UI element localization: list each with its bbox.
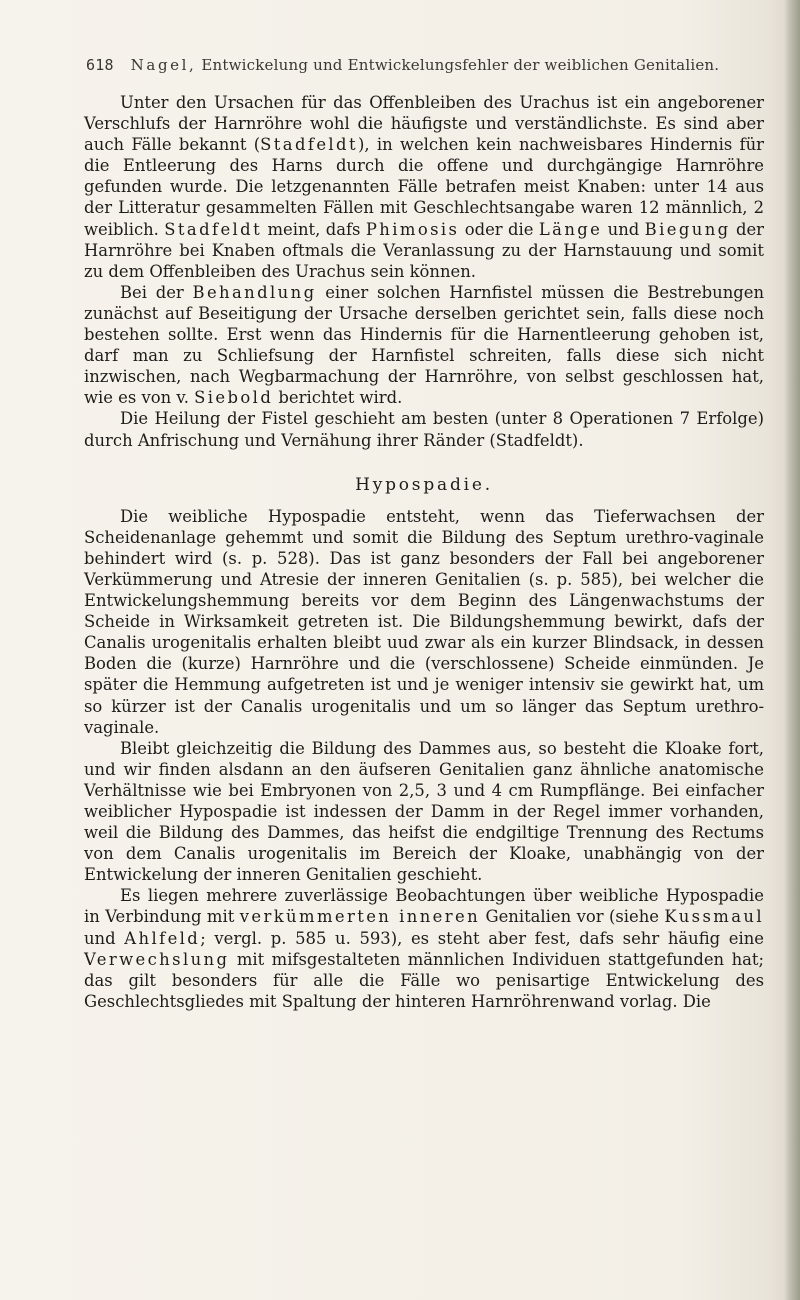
paragraph-observations: Es liegen mehrere zuverlässige Beobachtungen über weibliche Hypospadie in Verbindung mit verkümmerten inneren Genitalien vor (siehe Kussmaul und Ahlfeld; vergl. p. 585 u. 593), es steht aber fest, dafs sehr häufig eine Verwechslung mit mifsgestalteten männlichen Individuen stattgefunden hat; das gilt besonders für alle die Fälle wo penisartige Entwickelung des Geschlechtsgliedes mit Spaltung der hinteren Harnröhrenwand vorlag. Die <box>84 886 764 1011</box>
page-edge-shadow <box>784 0 800 1300</box>
emph-biegung: Biegung <box>644 219 731 239</box>
emph-ahlfeld: Ahlfeld <box>124 928 201 948</box>
emph-phimosis: Phimosis <box>365 219 460 239</box>
paragraph-cloaca: Bleibt gleichzeitig die Bildung des Dammes aus, so besteht die Kloake fort, und wir finden alsdann an den äufseren Genitalien ganz ähnliche anatomische Verhältnisse wie bei Embryonen von 2,5, 3 und 4 cm Rumpflänge. Bei einfacher weiblicher Hypospadie ist indessen der Damm in der Regel immer vorhanden, weil die Bildung des Dammes, das heifst die endgiltige Trennung des Rectums von dem Canalis urogenitalis im Bereich der Kloake, unabhängig von der Entwickelung der inneren Genitalien geschieht. <box>84 738 764 885</box>
emph-kussmaul: Kussmaul <box>664 907 764 927</box>
emph-stadfeldt-2: Stadfeldt <box>164 219 263 239</box>
emph-laenge: Länge <box>538 219 603 239</box>
emph-siebold: Siebold <box>194 388 274 408</box>
paragraph-hypospadia-definition: Die weibliche Hypospadie entsteht, wenn das Tieferwachsen der Scheidenanlage gehemmt und somit die Bildung des Septum urethro-vaginale behindert wird (s. p. 528). Das ist ganz besonders der Fall bei angeborener Verkümmerung und Atresie der inneren Genitalien (s. p. 585), bei welcher die Entwickelungshemmung bereits vor dem Beginn des Längenwachstums der Scheide in Wirksamkeit getreten ist. Die Bildungshemmung bewirkt, dafs der Canalis urogenitalis erhalten bleibt uud zwar als ein kurzer Blindsack, in dessen Boden die (kurze) Harnröhre und die (verschlossene) Scheide einmünden. Je später die Hemmung aufgetreten ist und je weniger intensiv sie gewirkt hat, um so kürzer ist der Canalis urogenitalis und um so länger das Septum urethro-vaginale. <box>84 506 764 737</box>
paragraph-treatment: Bei der Behandlung einer solchen Harnfistel müssen die Bestrebungen zunächst auf Beseitigung der Ursache derselben gerichtet sein, falls diese noch bestehen sollte. Erst wenn das Hindernis für die Harnentleerung gehoben ist, darf man zu Schliefsung der Harnfistel schreiten, falls diese sich nicht inzwischen, nach Wegbarmachung der Harnröhre, von selbst geschlossen hat, wie es von v. Siebold berichtet wird. <box>84 282 765 408</box>
emph-verkuemmerten: verkümmerten inneren <box>239 907 481 927</box>
paragraph-healing: Die Heilung der Fistel geschieht am besten (unter 8 Operationen 7 Erfolge) durch Anfrischung und Vernähung ihrer Ränder (Stadfeldt). <box>84 409 764 450</box>
emph-stadfeldt: Stadfeldt <box>260 135 358 155</box>
emph-behandlung: Behandlung <box>192 282 317 302</box>
header-author: Nagel, <box>130 56 197 74</box>
page-number: 618 <box>86 56 114 74</box>
emph-verwechslung: Verwechslung <box>84 949 230 969</box>
section-heading: Hypospadie. <box>355 474 493 495</box>
paragraph-urachus-causes: Unter den Ursachen für das Offenbleiben des Urachus ist ein angeborener Verschlufs der Harnröhre wohl die häufigste und verständlichste. Es sind aber auch Fälle bekannt (Stadfeldt), in welchen kein nachweisbares Hindernis für die Entleerung des Harns durch die offene und durchgängige Harnröhre gefunden wurde. Die letzgenannten Fälle betrafen meist Knaben: unter 14 aus der Litteratur gesammelten Fällen mit Geschlechtsangabe waren 12 männlich, 2 weiblich. Stadfeldt meint, dafs Phimosis oder die Länge und Biegung der Harnröhre bei Knaben oftmals die Veranlassung zu der Harnstauung und somit zu dem Offenbleiben des Urachus sein können. <box>84 93 764 281</box>
header-title: Entwickelung und Entwickelungsfehler der weiblichen Genitalien. <box>201 56 720 74</box>
running-header <box>86 56 760 74</box>
body-text <box>84 92 764 1012</box>
